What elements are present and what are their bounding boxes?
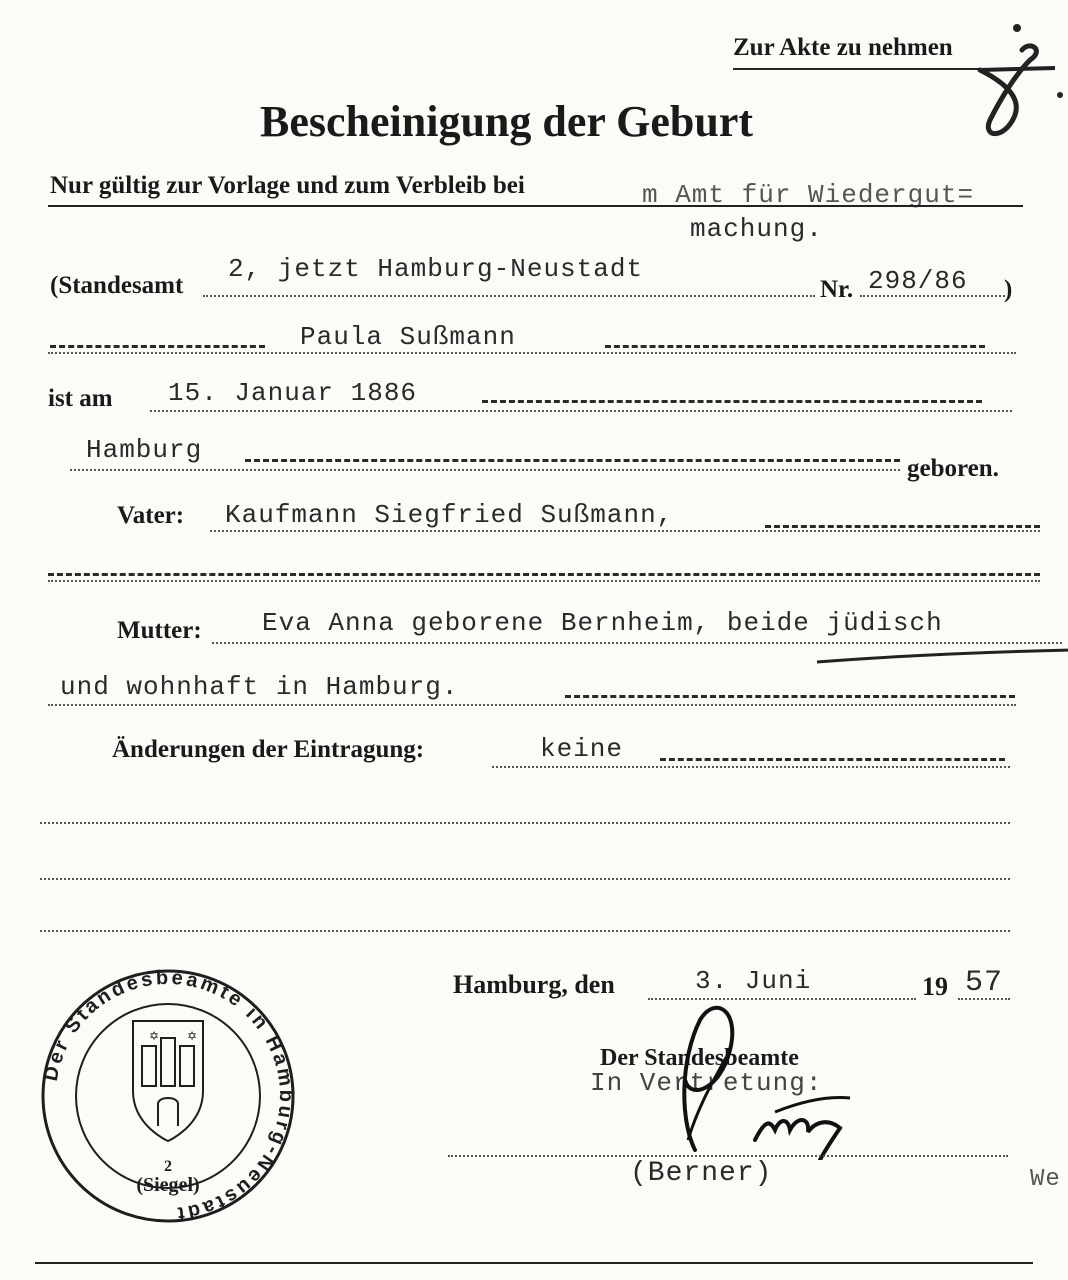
blank-line-2 <box>40 878 1010 880</box>
issue-year-suffix: 57 <box>965 966 1004 1000</box>
validity-label: Nur gültig zur Vorlage und zum Verbleib bei <box>50 172 525 199</box>
father-dash <box>765 525 1040 528</box>
registry-number-value: 298/86 <box>868 266 968 296</box>
name-dash-left <box>50 345 265 348</box>
mother-continuation-dotline <box>48 704 1016 706</box>
birth-date-label: ist am <box>48 385 113 412</box>
filing-note: Zur Akte zu nehmen <box>733 34 953 61</box>
bottom-rule <box>35 1262 1033 1264</box>
blank-line-1 <box>40 822 1010 824</box>
registry-office-label: (Standesamt <box>50 272 184 299</box>
issue-year-prefix: 19 <box>922 972 948 1001</box>
validity-underline <box>48 205 1023 207</box>
father-second-dash <box>48 573 1040 576</box>
birth-date-dash <box>482 400 982 403</box>
mother-underline-stroke <box>815 648 1068 668</box>
official-title: Der Standesbeamte <box>600 1045 799 1071</box>
blank-line-3 <box>40 930 1010 932</box>
mother-dotline <box>212 642 1062 644</box>
person-name: Paula Sußmann <box>300 322 516 352</box>
birth-place-dash <box>245 459 900 462</box>
deputy-note: In Vertretung: <box>590 1068 823 1098</box>
validity-value-continuation: machung. <box>690 214 823 244</box>
signer-name: (Berner) <box>630 1158 773 1189</box>
registry-office-dotline <box>203 295 815 297</box>
father-second-dotline <box>48 580 1040 582</box>
official-seal <box>38 966 298 1226</box>
birth-place-dotline <box>70 469 900 471</box>
born-label: geboren. <box>907 455 999 482</box>
svg-text:2: 2 <box>164 1158 172 1175</box>
validity-value: m Amt für Wiedergut= <box>642 180 975 210</box>
mother-continuation: und wohnhaft in Hamburg. <box>60 672 459 702</box>
father-value: Kaufmann Siegfried Sußmann, <box>225 500 674 530</box>
signature-dotline <box>448 1155 1008 1157</box>
changes-dotline <box>492 766 1010 768</box>
birth-date-value: 15. Januar 1886 <box>168 378 418 408</box>
birth-date-dotline <box>150 410 1012 412</box>
mother-value: Eva Anna geborene Bernheim, beide jüdisch <box>262 608 943 638</box>
handwritten-initial <box>960 20 1068 140</box>
issue-date-value: 3. Juni <box>695 966 812 996</box>
svg-text:✡: ✡ <box>187 1029 198 1043</box>
svg-text:(Siegel): (Siegel) <box>136 1174 200 1196</box>
seal-ring-text: Der Standesbeamte in Hamburg-Neustadt <box>39 966 298 1225</box>
issue-year-dotline <box>958 998 1010 1000</box>
margin-text: We <box>1030 1166 1061 1193</box>
name-dash-right <box>605 345 985 348</box>
mother-continuation-dash <box>565 695 1015 698</box>
father-label: Vater: <box>117 502 185 529</box>
changes-dash <box>660 758 1005 761</box>
registry-close: ) <box>1004 276 1013 303</box>
birth-place-value: Hamburg <box>86 435 203 465</box>
document-title: Bescheinigung der Geburt <box>260 97 754 146</box>
svg-text:✡: ✡ <box>149 1029 160 1043</box>
changes-label: Änderungen der Eintragung: <box>112 736 425 763</box>
name-dotline <box>48 352 1016 354</box>
mother-label: Mutter: <box>117 617 202 644</box>
father-dotline <box>210 530 1040 532</box>
registry-number-label: Nr. <box>820 276 854 303</box>
handwritten-signature <box>660 1000 880 1160</box>
changes-value: keine <box>540 734 624 764</box>
issue-place-label: Hamburg, den <box>453 970 615 999</box>
registry-office-value: 2, jetzt Hamburg-Neustadt <box>228 254 644 284</box>
